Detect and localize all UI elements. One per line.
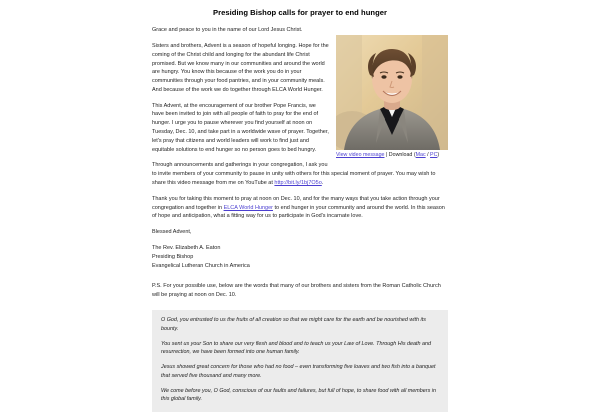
view-video-message-link[interactable]: View video message [336,152,385,159]
paragraph-4-text-after-link: to end hunger in your community and around the world. In this season of hope and anticipation, what a fitting way for us to participate in God's incarnate love. [152,204,445,220]
body-paragraph-1: Sisters and brothers, Advent is a season of hopeful longing. Hope for the coming of the Christ child and longing for the abundant life Christ promised. But we know many in our communities and around the world are hungry. You know this because of the work you do in your communities through your food pantries, and in your community meals. And because of the work we do together through ELCA World Hunger. [152,42,329,93]
closing-line: Blessed Advent, [152,229,192,236]
prayer-line-2: You sent us your Son to share our very flesh and blood and to teach us your Law of Love. Through His death and resurrection, we have been formed into one human family. [161,340,432,356]
body-paragraph-2: This Advent, at the encouragement of our brother Pope Francis, we have been invited to join with all people of faith to pray for the end of hunger. I urge you to pause wherever you find yourself at noon on Tuesday, Dec. 10, and take part in a worldwide wave of prayer. Together, let's pray that citizens and world leaders will work to find just and equitable solutions to end hunger so no person goes to bed hungry. [152,102,329,153]
presiding-bishop-portrait [336,35,448,150]
prayer-line-4: We come before you, O God, conscious of our faults and failures, but full of hope, to share food with all members in this global family. [161,387,436,403]
caption-separator-text: | Download ( [384,152,416,159]
video-message-caption [336,152,448,159]
caption-slash-text: / [425,152,431,159]
download-pc-link[interactable]: PC [430,152,438,159]
paragraph-4-text-before-link: Thank you for taking this moment to pray at noon on Dec. 10, and for the many ways that you take action through your congregation and together in [152,195,440,211]
paragraph-3-text-after-link: . [321,180,324,187]
prayer-line-1: O God, you entrusted to us the fruits of all creation so that we might care for the earth and be nourished with its bounty. [161,317,426,332]
elca-world-hunger-link[interactable]: ELCA World Hunger [223,204,273,211]
prayer-text-box [152,310,448,412]
email-content-column [152,8,448,412]
postscript-paragraph: P.S. For your possible use, below are the words that many of our brothers and sisters from the Roman Catholic Church will be praying at noon on Dec. 10. [152,283,441,299]
page-title: Presiding Bishop calls for prayer to end hunger [212,8,388,17]
portrait-illustration [336,35,448,150]
prayer-line-3: Jesus showed great concern for those who had no food – even transforming five loaves and two fish into a banquet that served five thousand and many more. [161,364,436,379]
youtube-bitly-link[interactable]: http://bit.ly/1bj7O5o [274,180,322,187]
signature-title: Presiding Bishop [152,253,194,260]
body-paragraph-4 [152,195,448,221]
signature-organization: Evangelical Lutheran Church in America [152,262,250,269]
caption-close-text: ) [437,152,440,159]
download-mac-link[interactable]: Mac [415,152,426,159]
signature-name: The Rev. Elizabeth A. Eaton [152,245,221,252]
body-paragraph-3 [152,161,448,187]
paragraph-3-text-before-link: Through announcements and gatherings in your congregation, I ask you to invite members of your community to pause in unity with others for this special moment of prayer. You may wish to share this video message from me on YouTube at [152,162,436,187]
video-message-photo-block [336,35,448,159]
greeting-paragraph: Grace and peace to you in the name of our Lord Jesus Christ. [152,27,303,34]
